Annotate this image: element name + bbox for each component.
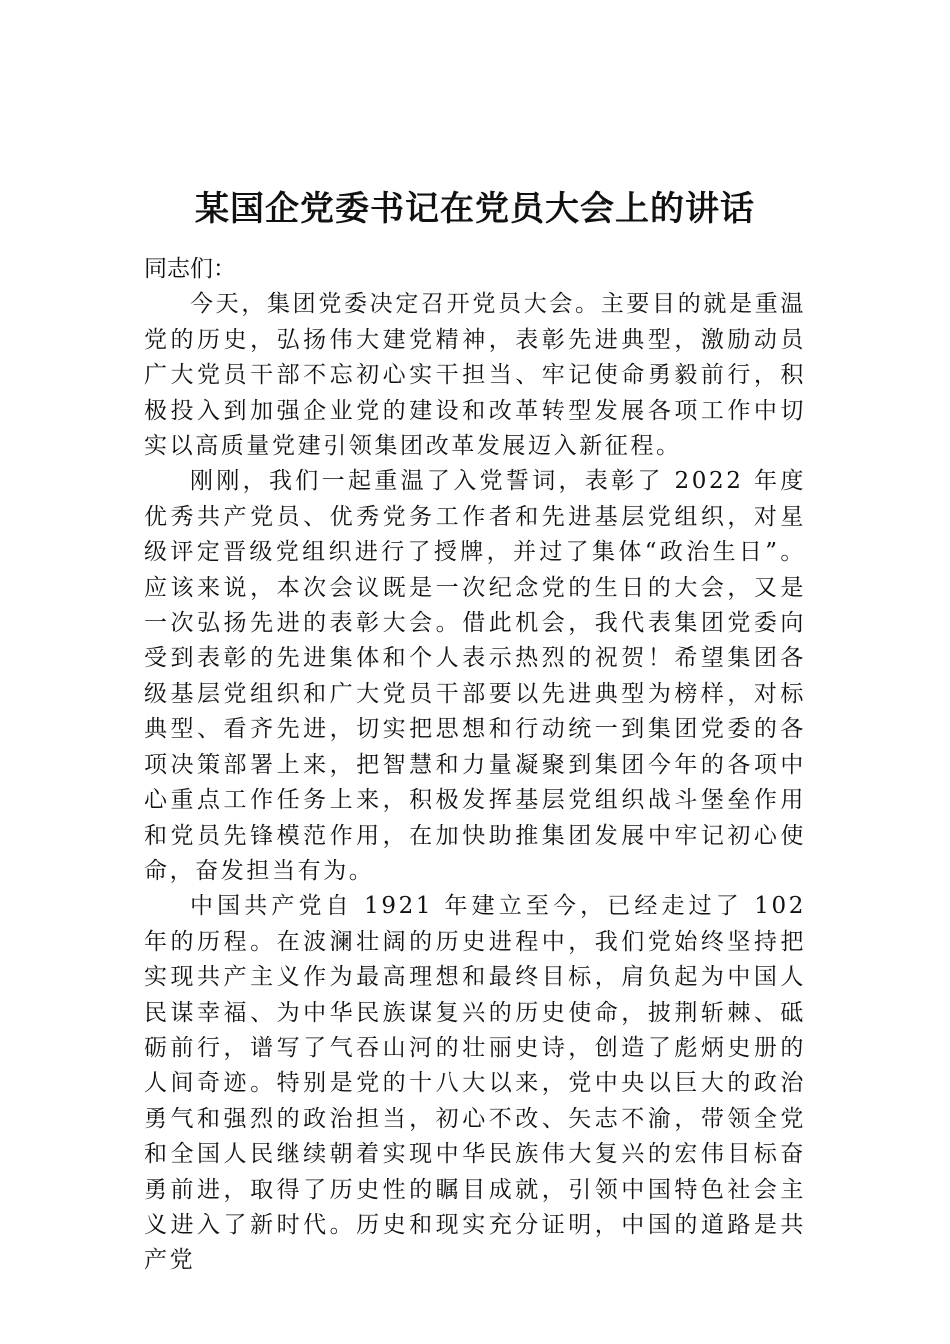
document-body (144, 252, 806, 1279)
paragraph-1: 今天，集团党委决定召开党员大会。主要目的就是重温党的历史，弘扬伟大建党精神，表彰先进典型，激励动员广大党员干部不忘初心实干担当、牢记使命勇毅前行，积极投入到加强企业党的建设和改革转型发展各项工作中切实以高质量党建引领集团改革发展迈入新征程。 (144, 291, 806, 460)
paragraph-2: 刚刚，我们一起重温了入党誓词，表彰了 2022 年度优秀共产党员、优秀党务工作者和先进基层党组织，对星级评定晋级党组织进行了授牌，并过了集体“政治生日”。应该来说，本次会议既是一次纪念党的生日的大会，又是一次弘扬先进的表彰大会。借此机会，我代表集团党委向受到表彰的先进集体和个人表示热烈的祝贺！希望集团各级基层党组织和广大党员干部要以先进典型为榜样，对标典型、看齐先进，切实把思想和行动统一到集团党委的各项决策部署上来，把智慧和力量凝聚到集团今年的各项中心重点工作任务上来，积极发挥基层党组织战斗堡垒作用和党员先锋模范作用，在加快助推集团发展中牢记初心使命，奋发担当有为。 (144, 468, 806, 884)
paragraph-3: 中国共产党自 1921 年建立至今，已经走过了 102 年的历程。在波澜壮阔的历史进程中，我们党始终坚持把实现共产主义作为最高理想和最终目标，肩负起为中国人民谋幸福、为中华民族谋复兴的历史使命，披荆斩棘、砥砺前行，谱写了气吞山河的壮丽史诗，创造了彪炳史册的人间奇迹。特别是党的十八大以来，党中央以巨大的政治勇气和强烈的政治担当，初心不改、矢志不渝，带领全党和全国人民继续朝着实现中华民族伟大复兴的宏伟目标奋勇前进，取得了历史性的瞩目成就，引领中国特色社会主义进入了新时代。历史和现实充分证明，中国的道路是共产党 (144, 893, 806, 1274)
salutation: 同志们： (144, 256, 236, 282)
document-title: 某国企党委书记在党员大会上的讲话 (195, 188, 755, 229)
